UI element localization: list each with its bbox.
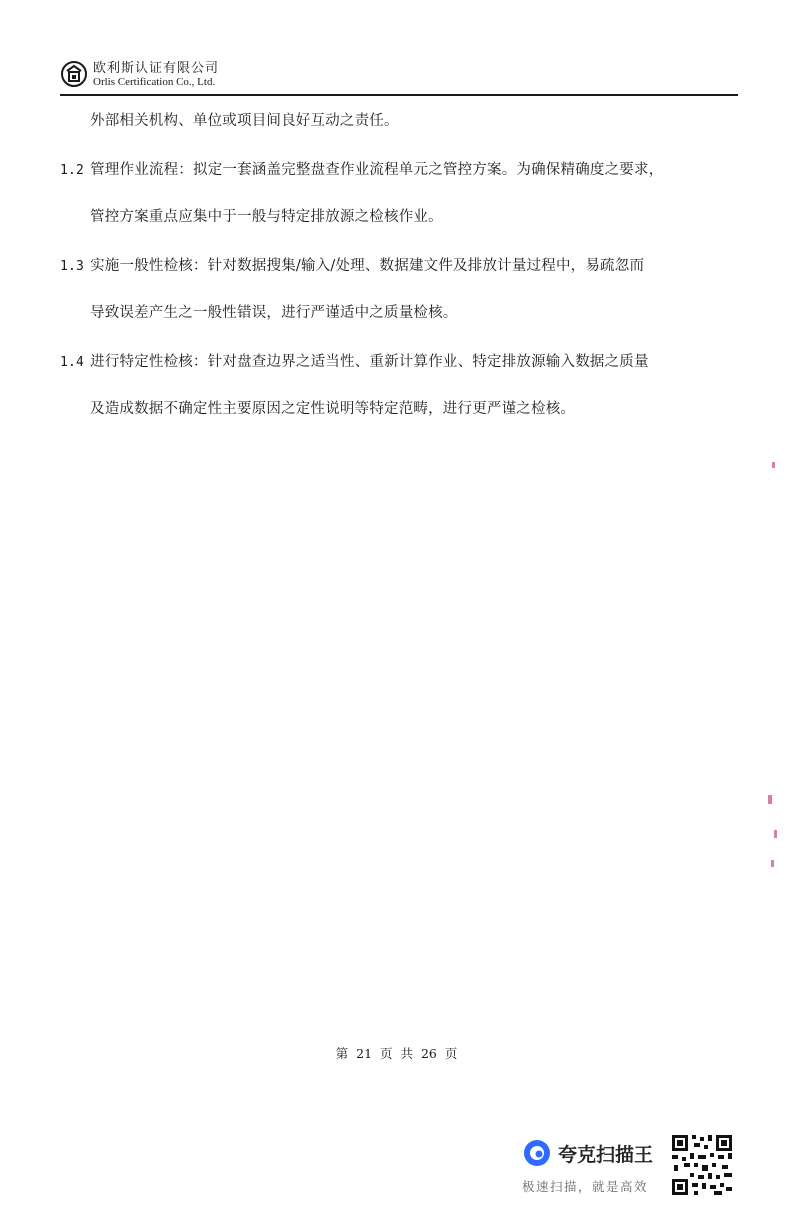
scan-artifact	[772, 462, 775, 468]
company-name-en: Orlis Certification Co., Ltd.	[93, 76, 216, 88]
qr-code-icon	[670, 1133, 734, 1197]
page-number: 第 21 页 共 26 页	[335, 1046, 458, 1061]
item-1-3-number: 1.3	[60, 259, 85, 274]
scan-artifact	[771, 860, 774, 867]
orlis-logo-icon	[60, 60, 88, 88]
item-1-2-line-1	[60, 158, 663, 179]
body-line-intro: 外部相关机构、单位或项目间良好互动之责任。	[90, 113, 399, 129]
header-divider	[60, 94, 738, 96]
scan-artifact	[774, 830, 777, 838]
page-header	[60, 55, 738, 97]
item-1-3-line-1	[60, 254, 644, 275]
item-1-4-number: 1.4	[60, 355, 85, 370]
item-1-2-number: 1.2	[60, 163, 85, 178]
item-1-4-line-2: 及造成数据不确定性主要原因之定性说明等特定范畴，进行更严谨之检核。	[90, 401, 576, 417]
item-1-4-line-1	[60, 350, 649, 371]
item-1-2-line-2: 管控方案重点应集中于一般与特定排放源之检核作业。	[90, 209, 443, 225]
item-1-2-text-1: 管理作业流程：拟定一套涵盖完整盘查作业流程单元之管控方案。为确保精确度之要求，	[90, 162, 664, 178]
scan-artifact	[768, 795, 772, 804]
scanner-app-name: 夸克扫描王	[558, 1144, 654, 1166]
item-1-3-line-2: 导致误差产生之一般性错误，进行严谨适中之质量检核。	[90, 305, 458, 321]
item-1-3-text-1: 实施一般性检核：针对数据搜集/输入/处理、数据建文件及排放计量过程中，易疏忽而	[90, 258, 645, 274]
scanner-watermark	[520, 1137, 670, 1197]
scanner-slogan: 极速扫描，就是高效	[522, 1179, 649, 1194]
quark-logo-icon	[523, 1139, 551, 1167]
item-1-4-text-1: 进行特定性检核：针对盘查边界之适当性、重新计算作业、特定排放源输入数据之质量	[90, 354, 649, 370]
company-name-cn: 欧利斯认证有限公司	[93, 61, 220, 76]
